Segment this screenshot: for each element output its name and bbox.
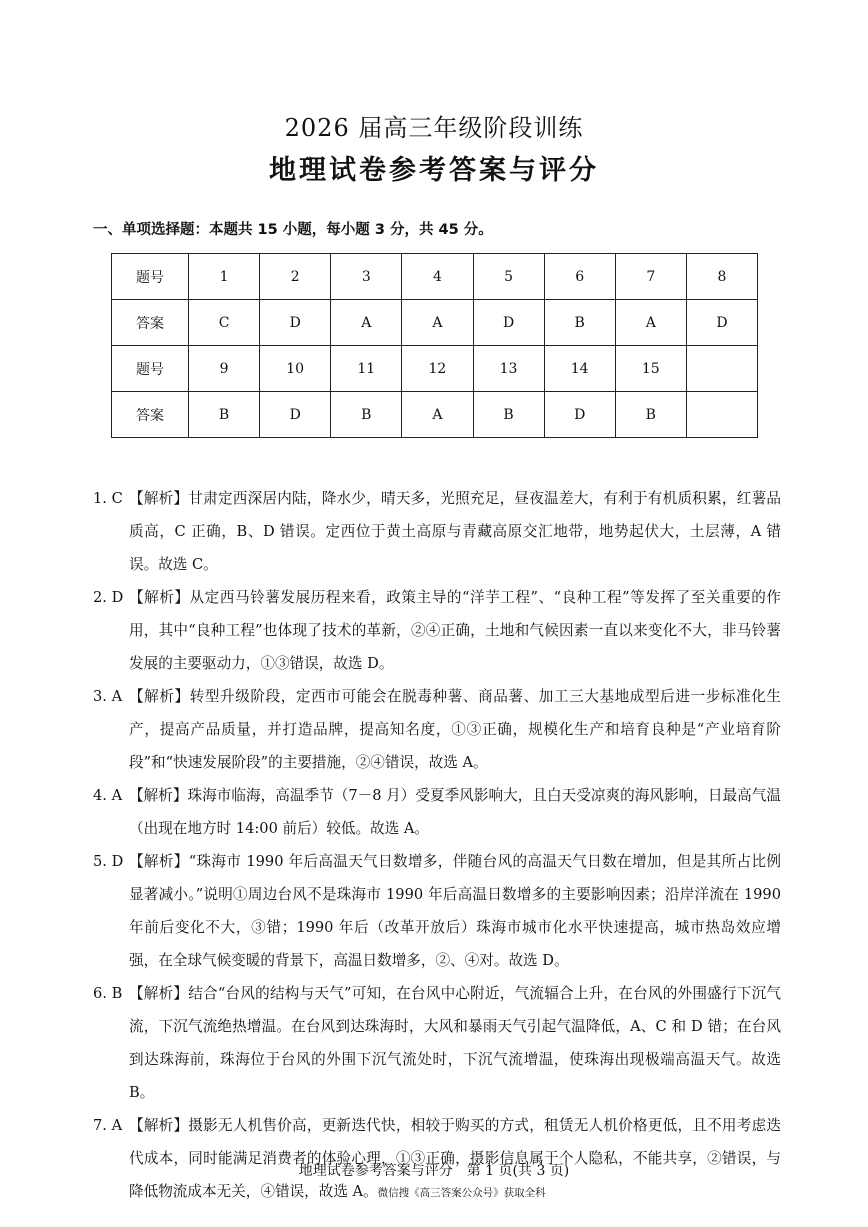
explanation-item — [93, 845, 781, 977]
answer-table-cell: 15 — [615, 346, 686, 392]
explanation-number: 5. D — [93, 853, 124, 870]
answer-table-cell: 10 — [260, 346, 331, 392]
explanation-body: 【解析】从定西马铃薯发展历程来看，政策主导的“洋芋工程”、“良种工程”等发挥了至关重要的作用，其中“良种工程”也体现了技术的革新，②④正确，土地和气候因素一直以来变化不大，非马铃薯发展的主要驱动力，①③错误，故选 D。 — [129, 589, 781, 672]
explanations-list — [93, 482, 781, 1210]
explanation-body: 【解析】转型升级阶段，定西市可能会在脱毒种薯、商品薯、加工三大基地成型后进一步标准化生产，提高产品质量，并打造品牌，提高知名度，①③正确，规模化生产和培育良种是“产业培育阶段”和“快速发展阶段”的主要措施，②④错误，故选 A。 — [129, 688, 781, 771]
explanation-body: 【解析】结合“台风的结构与天气”可知，在台风中心附近，气流辐合上升，在台风的外围盛行下沉气流，下沉气流绝热增温。在台风到达珠海时，大风和暴雨天气引起气温降低，A、C 和 D 错；在台风到达珠海前，珠海位于台风的外围下沉气流处时，下沉气流增温，使珠海出现极端高温天气。故选 B。 — [129, 985, 781, 1101]
explanation-item — [93, 680, 781, 779]
explanation-item — [93, 581, 781, 680]
answer-table-row — [112, 392, 758, 438]
explanation-number: 2. D — [93, 589, 124, 606]
answer-table-cell: C — [189, 300, 260, 346]
answer-table-cell: A — [331, 300, 402, 346]
answer-table-cell: B — [331, 392, 402, 438]
answer-table — [111, 253, 758, 438]
explanation-text — [129, 779, 781, 845]
explanation-body: 【解析】珠海市临海，高温季节（7－8 月）受夏季风影响大，且白天受凉爽的海风影响，日最高气温（出现在地方时 14:00 前后）较低。故选 A。 — [129, 787, 781, 837]
answer-table-cell: 6 — [544, 254, 615, 300]
answer-table-cell: B — [544, 300, 615, 346]
answer-table-cell: D — [473, 300, 544, 346]
answer-table-cell: 14 — [544, 346, 615, 392]
answer-table-cell: 5 — [473, 254, 544, 300]
page-title: 2026 届高三年级阶段训练 — [284, 114, 584, 142]
answer-table-row — [112, 254, 758, 300]
explanation-number: 6. B — [93, 985, 123, 1002]
answer-table-cell: 4 — [402, 254, 473, 300]
explanation-number: 3. A — [93, 688, 123, 705]
answer-table-cell: 3 — [331, 254, 402, 300]
explanation-number: 1. C — [93, 490, 123, 507]
explanation-text — [129, 581, 781, 680]
answer-table-cell: A — [402, 300, 473, 346]
answer-table-cell: 2 — [260, 254, 331, 300]
answer-table-cell: 8 — [686, 254, 757, 300]
answer-table-cell: 1 — [189, 254, 260, 300]
answer-table-cell — [686, 346, 757, 392]
explanation-text — [129, 482, 781, 581]
answer-table-cell: D — [260, 300, 331, 346]
explanation-item — [93, 977, 781, 1109]
answer-table-row-label: 题号 — [112, 254, 189, 300]
answer-table-cell: D — [260, 392, 331, 438]
answer-table-cell: 9 — [189, 346, 260, 392]
answer-table-cell: D — [686, 300, 757, 346]
answer-table-row-label: 答案 — [112, 392, 189, 438]
answer-table-cell: A — [615, 300, 686, 346]
explanation-text — [129, 977, 781, 1109]
answer-table-cell: B — [473, 392, 544, 438]
answer-table-cell: D — [544, 392, 615, 438]
section-heading: 一、单项选择题：本题共 15 小题，每小题 3 分，共 45 分。 — [93, 222, 493, 238]
explanation-number: 4. A — [93, 787, 123, 804]
explanation-number: 7. A — [93, 1117, 123, 1134]
answer-table-row-label: 答案 — [112, 300, 189, 346]
answer-table-cell: B — [615, 392, 686, 438]
answer-table-row — [112, 346, 758, 392]
page-footer: 地理试卷参考答案与评分 第 1 页(共 3 页) — [298, 1163, 570, 1179]
answer-table-cell: A — [402, 392, 473, 438]
explanation-text — [129, 680, 781, 779]
answer-table-cell: 12 — [402, 346, 473, 392]
answer-table-cell — [686, 392, 757, 438]
answer-table-cell: 11 — [331, 346, 402, 392]
answer-table-row-label: 题号 — [112, 346, 189, 392]
page-subtitle: 地理试卷参考答案与评分 — [269, 155, 599, 186]
answer-table-cell: B — [189, 392, 260, 438]
answer-table-cell: 7 — [615, 254, 686, 300]
watermark-note: 微信搜《高三答案公众号》获取全科 — [377, 1187, 546, 1199]
answer-table-row — [112, 300, 758, 346]
answer-table-cell: 13 — [473, 346, 544, 392]
explanation-body: 【解析】“珠海市 1990 年后高温天气日数增多，伴随台风的高温天气日数在增加，但是其所占比例显著减小。”说明①周边台风不是珠海市 1990 年后高温日数增多的主要影响因素；沿岸洋流在 1990 年前后变化不大，③错；1990 年后（改革开放后）珠海市城市化水平快速提高，城市热岛效应增强，在全球气候变暖的背景下，高温日数增多，②、④对。故选 D。 — [129, 853, 781, 969]
explanation-text — [129, 845, 781, 977]
explanation-item — [93, 779, 781, 845]
explanation-body: 【解析】摄影无人机售价高，更新迭代快，相较于购买的方式，租赁无人机价格更低，且不用考虑迭代成本，同时能满足消费者的体验心理，①③正确，摄影信息属于个人隐私，不能共享，②错误，与降低物流成本无关，④错误，故选 A。 — [129, 1117, 781, 1200]
explanation-item — [93, 482, 781, 581]
explanation-body: 【解析】甘肃定西深居内陆，降水少，晴天多，光照充足，昼夜温差大，有利于有机质积累，红薯品质高，C 正确，B、D 错误。定西位于黄土高原与青藏高原交汇地带，地势起伏大，土层薄，A 错误。故选 C。 — [129, 490, 781, 573]
